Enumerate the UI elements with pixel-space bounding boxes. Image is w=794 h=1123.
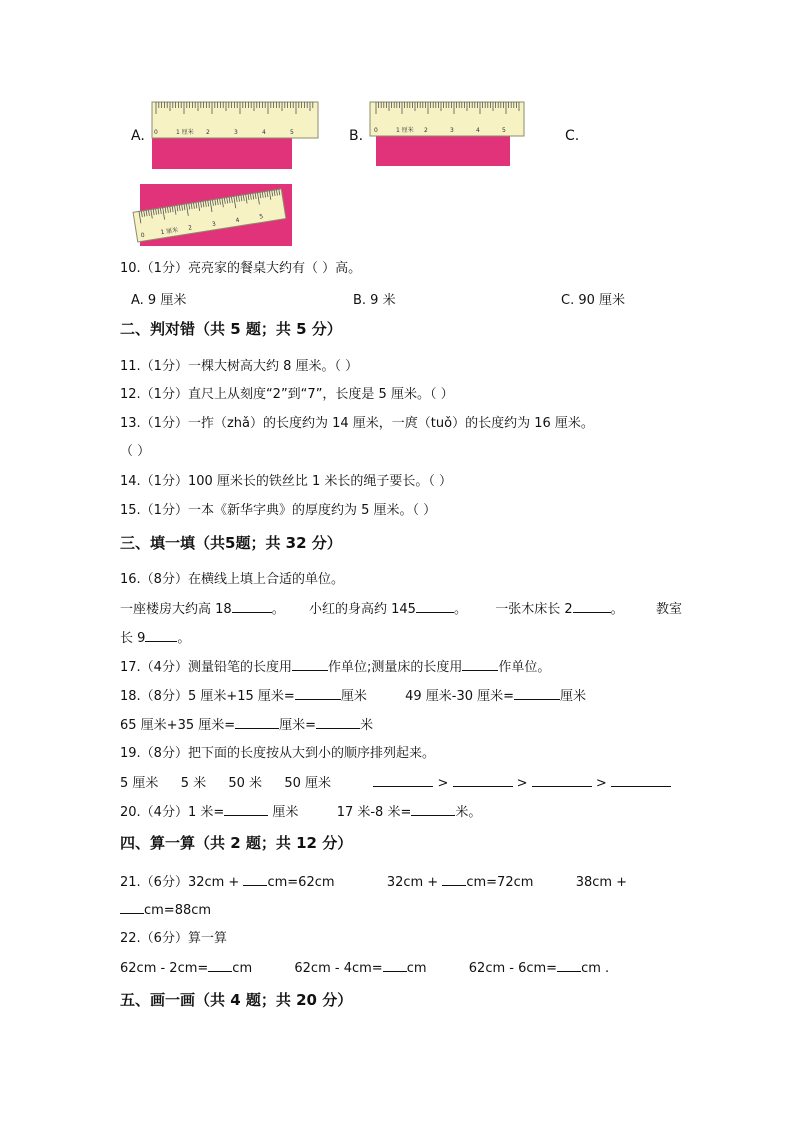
q10-option-c: C. 90 厘米 [561,293,626,308]
q20-blank-a[interactable] [224,803,268,816]
svg-text:1 厘米: 1 厘米 [396,127,414,134]
svg-text:4: 4 [476,127,480,134]
q19-blank-2[interactable] [453,774,513,787]
q19-item: 5 厘米 [120,776,159,791]
ruler-figure-a [150,100,320,172]
q16-blank-b[interactable] [416,600,454,613]
svg-text:4: 4 [235,216,241,225]
question-14: 14.（1分）100 厘米长的铁丝比 1 米长的绳子要长。（ ） [120,474,453,489]
svg-text:3: 3 [234,129,238,136]
question-21-row-2 [120,901,211,920]
q18-text-a: 18.（8分）5 厘米+15 厘米= [120,689,295,704]
q17-text-c: 作单位。 [498,660,551,675]
q18-text-g: 米 [360,718,374,733]
q18-text-f: 厘米= [279,718,317,733]
q18-text-c: 49 厘米-30 厘米= [405,689,515,704]
svg-text:2: 2 [424,127,428,134]
svg-text:3: 3 [450,127,454,134]
q19-blank-3[interactable] [532,774,592,787]
question-16-stem: 16.（8分）在横线上填上合适的单位。 [120,572,344,587]
q18-blank-a[interactable] [295,687,341,700]
section-4-title: 四、算一算（共 2 题；共 12 分） [120,834,353,852]
question-11: 11.（1分）一棵大树高大约 8 厘米。（ ） [120,359,359,374]
question-19-row [120,774,671,793]
svg-text:2: 2 [187,224,193,232]
q20-text-d: 米。 [455,805,482,820]
q22-text-a: 62cm - 2cm= [120,961,209,976]
svg-text:0: 0 [374,127,378,134]
q16-blank-a[interactable] [232,600,272,613]
q20-text-a: 20.（4分）1 米= [120,805,225,820]
q22-blank-b[interactable] [383,959,407,972]
section-5-title: 五、画一画（共 4 题；共 20 分） [120,991,353,1009]
q16-blank-c[interactable] [573,600,611,613]
q21-text-f: cm=88cm [144,903,212,918]
option-c-label: C. [565,128,580,144]
q16-text-c: 一张木床长 2 [495,602,573,617]
q21-blank-a[interactable] [243,873,267,886]
q21-text-c: 32cm + [386,875,439,890]
svg-text:0: 0 [140,231,146,240]
q21-text-d: cm=72cm [466,875,534,890]
q21-text-a: 21.（6分）32cm + [120,875,240,890]
section-3-title: 三、填一填（共5题；共 32 分） [120,534,342,552]
q16-text-a: 一座楼房大约高 18 [120,602,232,617]
q18-text-b: 厘米 [340,689,367,704]
q21-blank-b[interactable] [442,873,466,886]
q16-text-e: 长 9 [120,631,146,646]
q20-text-b: 厘米 [272,805,299,820]
q22-text-b: 62cm - 4cm= [294,961,383,976]
q20-text-c: 17 米-8 米= [336,805,412,820]
q16-text-b: 小红的身高约 145 [308,602,416,617]
question-22-row [120,959,609,978]
greater-than: > [516,776,528,791]
q10-option-b: B. 9 米 [353,293,396,308]
ruler-figure-b [368,100,528,168]
greater-than: > [595,776,607,791]
q22-text-c: 62cm - 6cm= [468,961,558,976]
q22-text-b-end: cm [406,961,427,976]
q18-blank-c[interactable] [235,716,279,729]
q10-option-a: A. 9 厘米 [131,293,187,308]
q16-text-b-end: 。 [453,602,467,617]
svg-text:5: 5 [258,213,264,221]
q20-blank-b[interactable] [411,803,455,816]
q21-text-e: 38cm + [575,875,628,890]
question-21 [120,873,627,892]
question-17 [120,658,550,677]
q19-item: 5 米 [180,776,207,791]
q17-text-a: 17.（4分）测量铅笔的长度用 [120,660,292,675]
svg-text:0: 0 [154,129,158,136]
question-12: 12.（1分）直尺上从刻度“2”到“7”，长度是 5 厘米。（ ） [120,387,454,402]
q22-text-a-end: cm [232,961,253,976]
q18-blank-d[interactable] [316,716,360,729]
q18-blank-b[interactable] [514,687,560,700]
q19-item: 50 厘米 [284,776,332,791]
q19-blank-4[interactable] [611,774,671,787]
svg-text:1 厘米: 1 厘米 [160,226,179,237]
greater-than: > [437,776,449,791]
q16-text-c-end: 。 [610,602,624,617]
question-19-stem: 19.（8分）把下面的长度按从大到小的顺序排列起来。 [120,746,435,761]
q18-text-d: 厘米 [560,689,587,704]
svg-text:3: 3 [211,220,217,229]
svg-text:5: 5 [502,127,506,134]
question-18-row-2 [120,716,373,735]
question-22-stem: 22.（6分）算一算 [120,931,227,946]
q17-text-b: 作单位;测量床的长度用 [327,660,463,675]
pink-block [376,134,510,166]
q16-blank-e[interactable] [145,629,177,642]
question-13: 13.（1分）一拃（zhǎ）的长度约为 14 厘米，一庹（tuǒ）的长度约为 16 厘米。 [120,416,594,431]
question-20 [120,803,481,822]
q16-text-a-end: 。 [271,602,285,617]
q22-blank-c[interactable] [557,959,581,972]
q16-text-e-end: 。 [177,631,191,646]
section-2-title: 二、判对错（共 5 题；共 5 分） [120,320,342,338]
pink-block [152,136,292,169]
q19-blank-1[interactable] [373,774,433,787]
svg-text:2: 2 [206,129,210,136]
svg-text:4: 4 [262,129,266,136]
option-b-label: B. [349,128,364,144]
question-10: 10.（1分）亮亮家的餐桌大约有（ ）高。 [120,261,362,276]
q18-text-e: 65 厘米+35 厘米= [120,718,236,733]
q21-text-b: cm=62cm [267,875,335,890]
q22-text-c-end: cm . [581,961,610,976]
option-a-label: A. [131,128,145,144]
ruler-figure-c [132,182,292,248]
question-13-paren: （ ） [120,444,151,459]
q21-blank-c[interactable] [120,901,144,914]
question-16-row [120,600,682,619]
q17-blank-a[interactable] [292,658,328,671]
question-18 [120,687,586,706]
q22-blank-a[interactable] [208,959,232,972]
q19-item: 50 米 [228,776,263,791]
question-16-row-2 [120,629,190,648]
q16-text-d: 教室 [655,602,682,617]
svg-text:5: 5 [290,129,294,136]
svg-text:1 厘米: 1 厘米 [176,129,194,136]
question-15: 15.（1分）一本《新华字典》的厚度约为 5 厘米。（ ） [120,503,437,518]
q17-blank-b[interactable] [462,658,498,671]
